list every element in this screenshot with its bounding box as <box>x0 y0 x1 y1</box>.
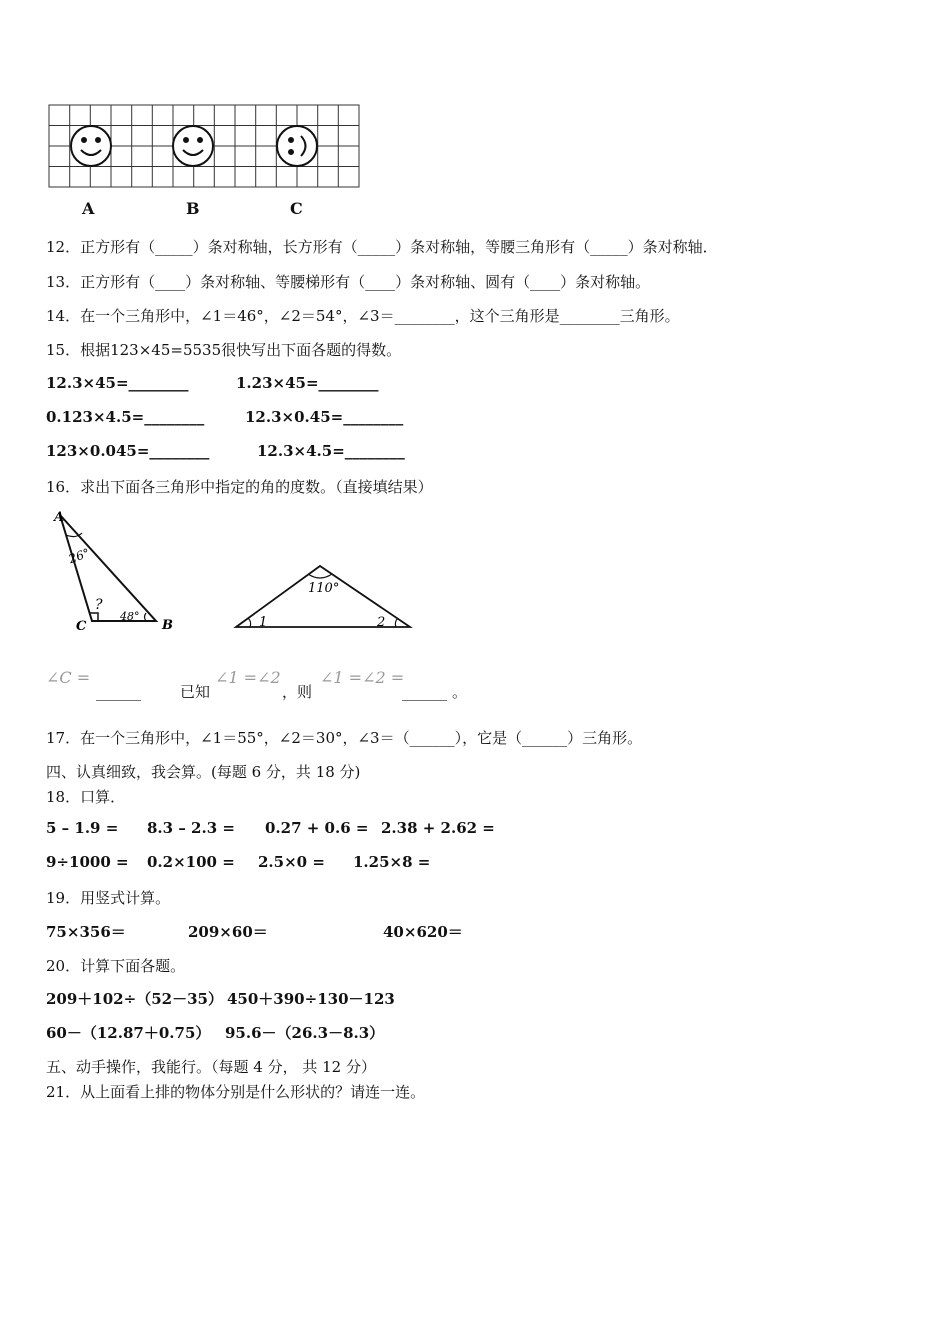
tri2-top-angle: 110° <box>308 581 340 596</box>
q20-number: 20． <box>46 957 81 975</box>
q16-end: 。 <box>452 683 468 701</box>
q15-item-1: 12.3×45=________ <box>46 374 189 392</box>
q21-number: 21． <box>46 1083 81 1101</box>
question-13 <box>46 271 650 292</box>
q14-text: 在一个三角形中，∠1＝46°，∠2＝54°，∠3＝________，这个三角形是________三角形。 <box>80 307 680 325</box>
question-15 <box>46 339 401 360</box>
q18-r1-item-3: 0.27 + 0.6 = <box>265 819 369 837</box>
q19-item-1: 75×356＝ <box>46 923 126 941</box>
q16-condition-2: ∠1 =∠2 = <box>320 668 405 687</box>
q18-text: 口算． <box>80 788 126 806</box>
section-4-title: 四、认真细致，我会算。(每题 6 分，共 18 分) <box>46 763 361 781</box>
face-label-b: B <box>186 199 200 218</box>
q16-angle-c-label: ∠C = <box>46 668 91 687</box>
q15-item-3: 0.123×4.5=________ <box>46 408 205 426</box>
q13-number: 13． <box>46 273 81 291</box>
face-a <box>71 126 111 166</box>
question-19 <box>46 887 170 908</box>
q15-number: 15． <box>46 341 81 359</box>
tri1-unknown: ? <box>95 597 103 613</box>
face-label-c: C <box>290 199 303 218</box>
q18-r1-item-1: 5 – 1.9 = <box>46 819 119 837</box>
q19-item-3: 40×620＝ <box>383 923 463 941</box>
q17-number: 17． <box>46 729 81 747</box>
q15-item-5: 123×0.045=________ <box>46 442 210 460</box>
q18-r2-item-3: 2.5×0 = <box>258 853 325 871</box>
q18-number: 18． <box>46 788 81 806</box>
tri2-angle-2: 2 <box>377 615 386 630</box>
q18-r1-item-2: 8.3 – 2.3 = <box>147 819 235 837</box>
q15-item-4: 12.3×0.45=________ <box>245 408 404 426</box>
q16-comma-then: ，则 <box>282 683 313 701</box>
q18-r2-item-4: 1.25×8 = <box>353 853 431 871</box>
q20-r1-item-1: 209＋102÷（52－35） <box>46 990 223 1008</box>
tri1-angle-a: 26° <box>66 545 92 567</box>
q13-text: 正方形有（____）条对称轴、等腰梯形有（____）条对称轴、圆有（____）条对称轴。 <box>80 273 651 291</box>
q19-item-2: 209×60＝ <box>188 923 268 941</box>
q18-r1-item-4: 2.38 + 2.62 = <box>381 819 495 837</box>
q15-item-6: 12.3×4.5=________ <box>257 442 405 460</box>
face-b <box>173 126 213 166</box>
q17-text: 在一个三角形中，∠1＝55°，∠2＝30°，∠3＝（______），它是（______）三角形。 <box>80 729 643 747</box>
q16-condition: ∠1 =∠2 <box>215 668 281 687</box>
face-label-a: A <box>82 199 95 218</box>
question-18 <box>46 786 125 807</box>
q20-r2-item-2: 95.6－（26.3－8.3） <box>225 1024 385 1042</box>
face-c <box>277 126 317 166</box>
tri2-angle-1: 1 <box>259 615 268 630</box>
q18-r2-item-2: 0.2×100 = <box>147 853 235 871</box>
triangle-1-figure <box>46 505 186 635</box>
tri1-vertex-b: B <box>162 618 173 633</box>
q20-r1-item-2: 450＋390÷130－123 <box>227 990 395 1008</box>
q15-text: 根据123×45=5535很快写出下面各题的得数。 <box>80 341 402 359</box>
question-20 <box>46 955 185 976</box>
question-12 <box>46 236 718 257</box>
tri1-angle-b: 48° <box>120 610 140 623</box>
q18-r2-item-1: 9÷1000 = <box>46 853 129 871</box>
q12-number: 12． <box>46 238 81 256</box>
question-16 <box>46 476 433 497</box>
q15-item-2: 1.23×45=________ <box>236 374 379 392</box>
question-14 <box>46 305 680 326</box>
q16-known: 已知 <box>180 683 211 701</box>
tri1-vertex-c: C <box>76 619 87 634</box>
q14-number: 14． <box>46 307 81 325</box>
triangle-2-figure <box>232 560 416 635</box>
q12-text: 正方形有（_____）条对称轴，长方形有（_____）条对称轴，等腰三角形有（_____）条对称轴． <box>80 238 718 256</box>
q16-blank-2: ______ <box>402 683 447 701</box>
q16-number: 16． <box>46 478 81 496</box>
q21-text: 从上面看上排的物体分别是什么形状的？请连一连。 <box>80 1083 426 1101</box>
tri1-vertex-a: A <box>54 510 65 525</box>
q19-text: 用竖式计算。 <box>80 889 171 907</box>
q16-blank-1: ______ <box>96 683 141 701</box>
section-5-title: 五、动手操作，我能行。（每题 4 分， 共 12 分） <box>46 1058 376 1076</box>
q16-text: 求出下面各三角形中指定的角的度数。（直接填结果） <box>80 478 433 496</box>
q20-r2-item-1: 60－（12.87＋0.75） <box>46 1024 211 1042</box>
q20-text: 计算下面各题。 <box>80 957 186 975</box>
question-17 <box>46 727 642 748</box>
q19-number: 19． <box>46 889 81 907</box>
question-21 <box>46 1081 425 1102</box>
